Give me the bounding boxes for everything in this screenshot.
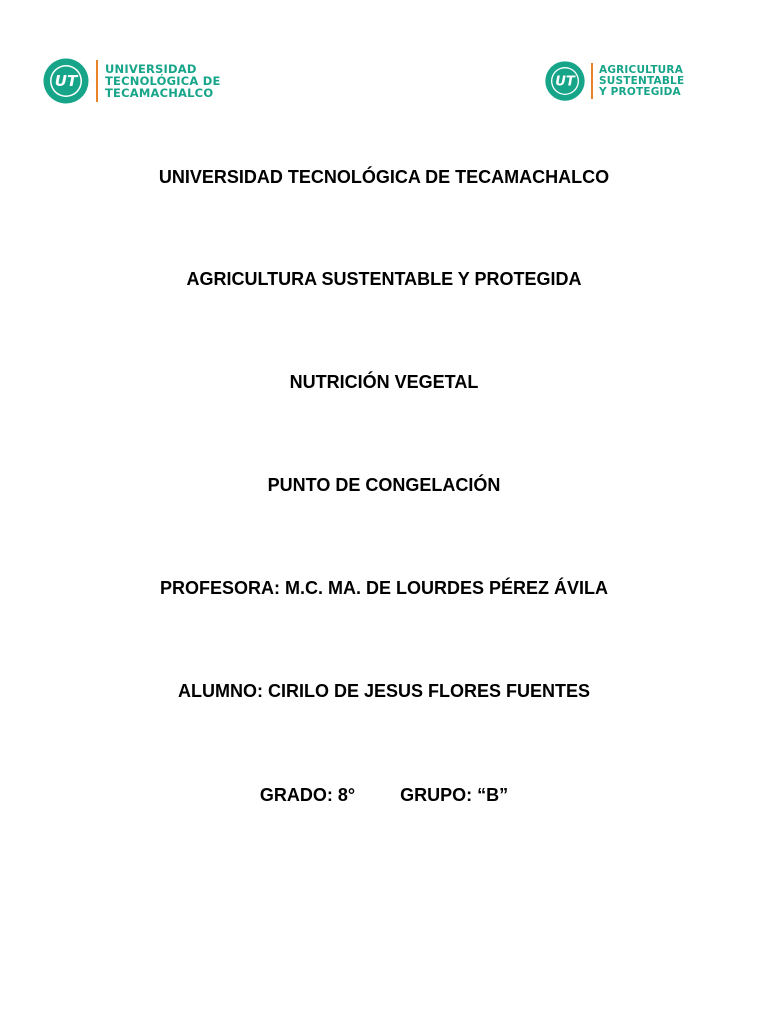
grade-group: GRADO: 8° GRUPO: “B”	[259, 785, 509, 805]
logo-line: SUSTENTABLE	[599, 74, 685, 87]
logo-line: UNIVERSIDAD	[105, 62, 197, 76]
logo-line: Y PROTEGIDA	[599, 85, 681, 98]
subject-name: NUTRICIÓN VEGETAL	[289, 372, 479, 392]
university-name: UNIVERSIDAD TECNOLÓGICA DE TECAMACHALCO	[158, 167, 610, 187]
teacher-name: PROFESORA: M.C. MA. DE LOURDES PÉREZ ÁVILA	[159, 578, 609, 598]
logo-text	[599, 65, 684, 98]
program-logo	[544, 56, 684, 106]
logo-line: AGRICULTURA	[599, 63, 684, 76]
logo-divider	[96, 60, 98, 102]
seal-text: UT	[54, 72, 78, 90]
university-seal-icon	[42, 57, 90, 105]
logo-divider	[591, 63, 593, 99]
seal-text: UT	[555, 74, 575, 90]
logo-line: TECAMACHALCO	[105, 86, 214, 100]
topic-title: PUNTO DE CONGELACIÓN	[267, 475, 501, 495]
program-name: AGRICULTURA SUSTENTABLE Y PROTEGIDA	[186, 269, 582, 289]
student-name: ALUMNO: CIRILO DE JESUS FLORES FUENTES	[177, 681, 591, 701]
logo-line: TECNOLÓGICA DE	[105, 74, 221, 88]
university-logo	[42, 56, 221, 106]
logo-text	[105, 63, 221, 99]
program-seal-icon	[544, 60, 586, 102]
